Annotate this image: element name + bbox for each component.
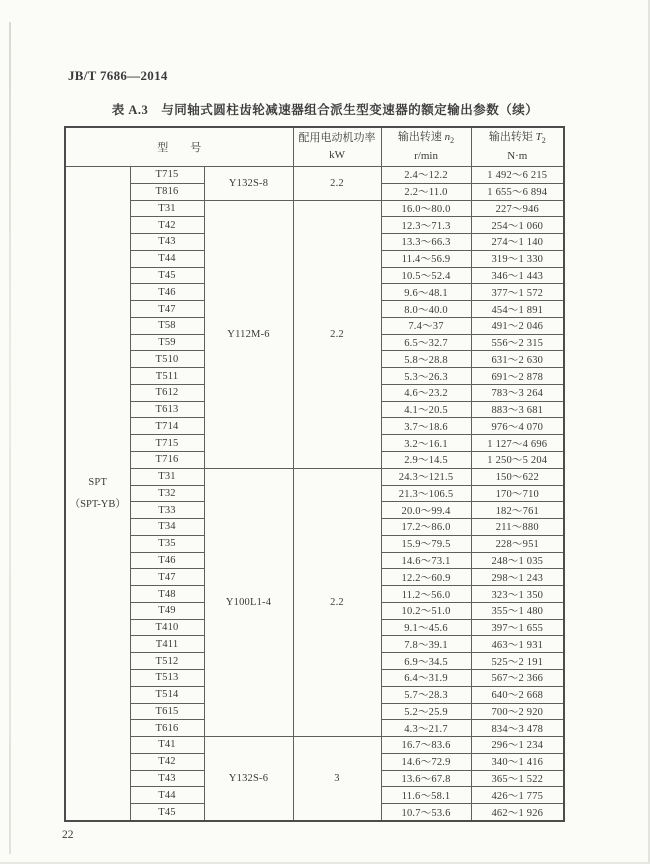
speed-cell: 5.2～25.9 xyxy=(381,703,471,720)
model-cell: T510 xyxy=(130,351,204,368)
torque-cell: 274～1 140 xyxy=(471,234,564,251)
torque-cell: 228～951 xyxy=(471,535,564,552)
col-header-power xyxy=(293,127,381,167)
page-number: 22 xyxy=(62,829,74,841)
torque-cell: 377～1 572 xyxy=(471,284,564,301)
torque-cell: 248～1 035 xyxy=(471,552,564,569)
header-speed-unit: r/min xyxy=(414,149,438,162)
header-row xyxy=(65,127,564,167)
torque-cell: 296～1 234 xyxy=(471,737,564,754)
torque-cell: 976～4 070 xyxy=(471,418,564,435)
torque-cell: 631～2 630 xyxy=(471,351,564,368)
torque-cell: 462～1 926 xyxy=(471,804,564,821)
model-cell: T715 xyxy=(130,167,204,184)
model-cell: T612 xyxy=(130,384,204,401)
output-parameters-table xyxy=(64,126,565,822)
speed-cell: 13.6～67.8 xyxy=(381,770,471,787)
power-cell: 2.2 xyxy=(293,200,381,468)
model-cell: T715 xyxy=(130,435,204,452)
speed-cell: 4.3～21.7 xyxy=(381,720,471,737)
speed-cell: 6.4～31.9 xyxy=(381,669,471,686)
series-label-line1: SPT xyxy=(88,476,108,488)
model-cell: T47 xyxy=(130,569,204,586)
model-cell: T34 xyxy=(130,519,204,536)
speed-cell: 15.9～79.5 xyxy=(381,535,471,552)
model-cell: T41 xyxy=(130,737,204,754)
torque-cell: 227～946 xyxy=(471,200,564,217)
speed-cell: 4.1～20.5 xyxy=(381,401,471,418)
power-cell: 2.2 xyxy=(293,468,381,736)
table-row xyxy=(65,737,564,754)
header-torque-name: 输出转矩 $T_2$ xyxy=(488,131,546,146)
model-cell: T512 xyxy=(130,653,204,670)
series-label-line2: （SPT-YB） xyxy=(69,498,126,510)
output-table-body xyxy=(65,167,564,822)
page-edge-left xyxy=(9,22,11,854)
speed-cell: 10.5～52.4 xyxy=(381,267,471,284)
header-power-unit: kW xyxy=(329,149,345,161)
speed-cell: 11.6～58.1 xyxy=(381,787,471,804)
table-header xyxy=(65,127,564,167)
speed-cell: 9.1～45.6 xyxy=(381,619,471,636)
torque-cell: 346～1 443 xyxy=(471,267,564,284)
torque-cell: 298～1 243 xyxy=(471,569,564,586)
power-cell: 2.2 xyxy=(293,167,381,201)
speed-cell: 12.3～71.3 xyxy=(381,217,471,234)
speed-cell: 20.0～99.4 xyxy=(381,502,471,519)
torque-cell: 1 655～6 894 xyxy=(471,183,564,200)
model-cell: T44 xyxy=(130,787,204,804)
model-cell: T48 xyxy=(130,586,204,603)
model-cell: T46 xyxy=(130,284,204,301)
speed-cell: 14.6～72.9 xyxy=(381,753,471,770)
torque-cell: 426～1 775 xyxy=(471,787,564,804)
table-row xyxy=(65,468,564,485)
torque-cell: 883～3 681 xyxy=(471,401,564,418)
model-cell: T714 xyxy=(130,418,204,435)
model-cell: T410 xyxy=(130,619,204,636)
col-header-model xyxy=(65,127,293,167)
model-cell: T33 xyxy=(130,502,204,519)
speed-cell: 11.4～56.9 xyxy=(381,250,471,267)
model-cell: T511 xyxy=(130,368,204,385)
model-cell: T46 xyxy=(130,552,204,569)
torque-cell: 783～3 264 xyxy=(471,384,564,401)
motor-cell: Y112M-6 xyxy=(204,200,293,468)
torque-cell: 454～1 891 xyxy=(471,301,564,318)
torque-cell: 1 492～6 215 xyxy=(471,167,564,184)
speed-cell: 10.2～51.0 xyxy=(381,602,471,619)
speed-cell: 3.7～18.6 xyxy=(381,418,471,435)
header-torque-unit: N·m xyxy=(507,149,528,162)
motor-cell: Y132S-8 xyxy=(204,167,293,201)
speed-cell: 6.5～32.7 xyxy=(381,334,471,351)
model-cell: T44 xyxy=(130,250,204,267)
torque-cell: 1 250～5 204 xyxy=(471,452,564,469)
torque-cell: 640～2 668 xyxy=(471,686,564,703)
speed-cell: 10.7～53.6 xyxy=(381,804,471,821)
motor-cell: Y100L1-4 xyxy=(204,468,293,736)
model-cell: T514 xyxy=(130,686,204,703)
speed-cell: 5.7～28.3 xyxy=(381,686,471,703)
torque-cell: 491～2 046 xyxy=(471,317,564,334)
speed-cell: 5.8～28.8 xyxy=(381,351,471,368)
power-cell: 3 xyxy=(293,737,381,821)
torque-cell: 355～1 480 xyxy=(471,602,564,619)
header-model-label: 型 号 xyxy=(157,142,202,154)
torque-cell: 700～2 920 xyxy=(471,703,564,720)
model-cell: T616 xyxy=(130,720,204,737)
speed-cell: 24.3～121.5 xyxy=(381,468,471,485)
model-cell: T45 xyxy=(130,267,204,284)
model-cell: T615 xyxy=(130,703,204,720)
speed-cell: 2.2～11.0 xyxy=(381,183,471,200)
torque-cell: 254～1 060 xyxy=(471,217,564,234)
model-cell: T42 xyxy=(130,217,204,234)
model-cell: T411 xyxy=(130,636,204,653)
speed-cell: 21.3～106.5 xyxy=(381,485,471,502)
torque-cell: 365～1 522 xyxy=(471,770,564,787)
torque-cell: 340～1 416 xyxy=(471,753,564,770)
model-cell: T613 xyxy=(130,401,204,418)
torque-cell: 691～2 878 xyxy=(471,368,564,385)
model-cell: T716 xyxy=(130,452,204,469)
speed-cell: 6.9～34.5 xyxy=(381,653,471,670)
doc-number: JB/T 7686—2014 xyxy=(68,68,168,83)
col-header-speed xyxy=(381,127,471,167)
speed-cell: 16.0～80.0 xyxy=(381,200,471,217)
torque-cell: 319～1 330 xyxy=(471,250,564,267)
torque-cell: 323～1 350 xyxy=(471,586,564,603)
speed-cell: 2.9～14.5 xyxy=(381,452,471,469)
model-cell: T47 xyxy=(130,301,204,318)
speed-cell: 5.3～26.3 xyxy=(381,368,471,385)
torque-cell: 834～3 478 xyxy=(471,720,564,737)
motor-cell: Y132S-6 xyxy=(204,737,293,821)
speed-cell: 3.2～16.1 xyxy=(381,435,471,452)
torque-cell: 525～2 191 xyxy=(471,653,564,670)
model-cell: T32 xyxy=(130,485,204,502)
model-cell: T513 xyxy=(130,669,204,686)
table-title: 表 A.3 与同轴式圆柱齿轮减速器组合派生型变速器的额定输出参数（续） xyxy=(111,103,539,117)
model-cell: T31 xyxy=(130,468,204,485)
torque-cell: 463～1 931 xyxy=(471,636,564,653)
header-power-name: 配用电动机功率 xyxy=(298,131,376,144)
speed-cell: 8.0～40.0 xyxy=(381,301,471,318)
model-cell: T42 xyxy=(130,753,204,770)
torque-cell: 397～1 655 xyxy=(471,619,564,636)
torque-cell: 1 127～4 696 xyxy=(471,435,564,452)
torque-cell: 211～880 xyxy=(471,519,564,536)
model-cell: T816 xyxy=(130,183,204,200)
torque-cell: 170～710 xyxy=(471,485,564,502)
model-cell: T35 xyxy=(130,535,204,552)
torque-cell: 182～761 xyxy=(471,502,564,519)
table-row xyxy=(65,200,564,217)
model-cell: T43 xyxy=(130,770,204,787)
speed-cell: 2.4～12.2 xyxy=(381,167,471,184)
speed-cell: 7.4～37 xyxy=(381,317,471,334)
speed-cell: 4.6～23.2 xyxy=(381,384,471,401)
table-row xyxy=(65,167,564,184)
series-cell xyxy=(65,167,130,822)
speed-cell: 9.6～48.1 xyxy=(381,284,471,301)
speed-cell: 11.2～56.0 xyxy=(381,586,471,603)
speed-cell: 14.6～73.1 xyxy=(381,552,471,569)
model-cell: T59 xyxy=(130,334,204,351)
model-cell: T31 xyxy=(130,200,204,217)
torque-cell: 556～2 315 xyxy=(471,334,564,351)
header-speed-name: 输出转速 $n_2$ xyxy=(397,131,455,146)
model-cell: T43 xyxy=(130,234,204,251)
speed-cell: 12.2～60.9 xyxy=(381,569,471,586)
torque-cell: 150～622 xyxy=(471,468,564,485)
speed-cell: 13.3～66.3 xyxy=(381,234,471,251)
speed-cell: 7.8～39.1 xyxy=(381,636,471,653)
torque-cell: 567～2 366 xyxy=(471,669,564,686)
model-cell: T45 xyxy=(130,804,204,821)
model-cell: T58 xyxy=(130,317,204,334)
col-header-torque xyxy=(471,127,564,167)
speed-cell: 17.2～86.0 xyxy=(381,519,471,536)
speed-cell: 16.7～83.6 xyxy=(381,737,471,754)
model-cell: T49 xyxy=(130,602,204,619)
